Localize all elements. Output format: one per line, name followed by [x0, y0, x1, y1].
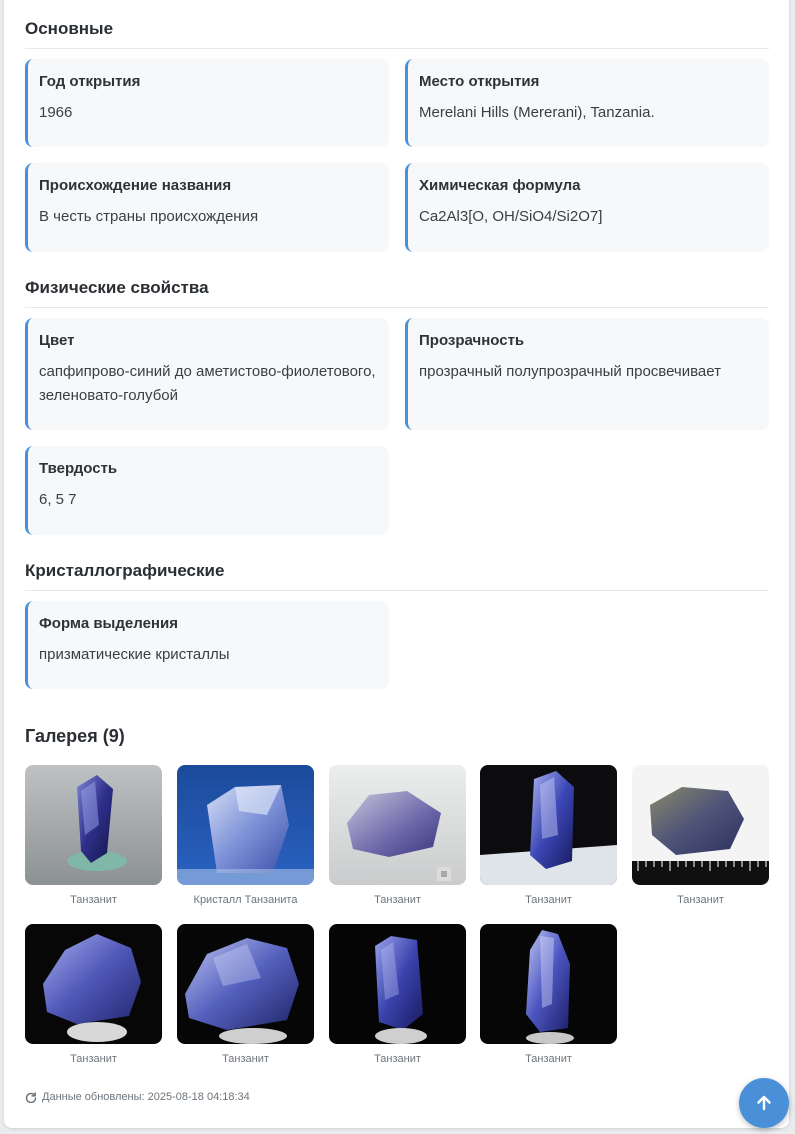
gallery-caption: Танзанит [70, 1053, 117, 1065]
prop-discovery-place [405, 59, 769, 147]
gallery-item[interactable] [25, 924, 162, 1065]
refresh-icon [25, 1091, 37, 1103]
section-title-physical: Физические свойства [25, 278, 209, 297]
prop-chemical-formula [405, 163, 769, 252]
prop-value: В честь страны происхождения [39, 208, 259, 225]
prop-label: Цвет [39, 332, 75, 349]
gallery-image[interactable] [177, 924, 314, 1044]
gallery-image[interactable] [329, 765, 466, 885]
prop-label: Год открытия [39, 73, 141, 90]
section-divider [25, 48, 769, 49]
gallery-caption: Танзанит [525, 1053, 572, 1065]
gallery-image[interactable] [25, 765, 162, 885]
gallery-item[interactable] [480, 924, 617, 1065]
gallery-caption: Танзанит [374, 1053, 421, 1065]
gallery-item[interactable] [329, 924, 466, 1065]
gallery-caption: Танзанит [677, 894, 724, 906]
prop-habit [25, 601, 389, 689]
prop-value: сапфипрово-синий до аметистово-фиолетового, зеленовато-голубой [39, 363, 376, 404]
prop-value: Merelani Hills (Mererani), Tanzania. [419, 104, 655, 121]
gallery-item[interactable] [329, 765, 466, 906]
gallery-title: Галерея (9) [25, 726, 125, 746]
section-divider [25, 590, 769, 591]
section-title-crystallographic: Кристаллографические [25, 561, 225, 580]
prop-label: Химическая формула [419, 177, 581, 194]
scroll-to-top-button[interactable] [739, 1078, 789, 1128]
prop-discovery-year [25, 59, 389, 147]
gallery-image[interactable] [177, 765, 314, 885]
prop-value: 6, 5 7 [39, 491, 77, 508]
prop-value: Ca2Al3[O, OH/SiO4/Si2O7] [419, 208, 603, 225]
gallery-item[interactable] [25, 765, 162, 906]
gallery-image[interactable] [480, 765, 617, 885]
gallery-caption: Танзанит [70, 894, 117, 906]
prop-hardness [25, 446, 389, 535]
gallery-image[interactable] [329, 924, 466, 1044]
gallery-caption: Танзанит [374, 894, 421, 906]
gallery-caption: Кристалл Танзанита [193, 894, 298, 906]
gallery-item[interactable] [632, 765, 769, 906]
gallery-item[interactable] [480, 765, 617, 906]
arrow-up-icon [754, 1093, 774, 1113]
section-title-basic: Основные [25, 19, 114, 38]
prop-value: 1966 [39, 104, 73, 121]
prop-label: Происхождение названия [39, 177, 232, 194]
prop-color [25, 318, 389, 430]
section-divider [25, 307, 769, 308]
gallery-item[interactable] [177, 765, 314, 906]
gallery-caption: Танзанит [525, 894, 572, 906]
gallery-image[interactable] [632, 765, 769, 885]
gallery-image[interactable] [25, 924, 162, 1044]
prop-label: Твердость [39, 460, 118, 477]
gallery-item[interactable] [177, 924, 314, 1065]
prop-label: Прозрачность [419, 332, 525, 349]
prop-value: призматические кристаллы [39, 646, 230, 663]
prop-name-origin [25, 163, 389, 252]
gallery-image[interactable] [480, 924, 617, 1044]
prop-label: Место открытия [419, 73, 540, 90]
gallery-caption: Танзанит [222, 1053, 269, 1065]
prop-label: Форма выделения [39, 615, 178, 632]
updated-text: Данные обновлены: 2025-08-18 04:18:34 [42, 1091, 250, 1103]
prop-transparency [405, 318, 769, 430]
updated-timestamp [25, 1091, 250, 1103]
prop-value: прозрачный полупрозрачный просвечивает [419, 363, 721, 380]
